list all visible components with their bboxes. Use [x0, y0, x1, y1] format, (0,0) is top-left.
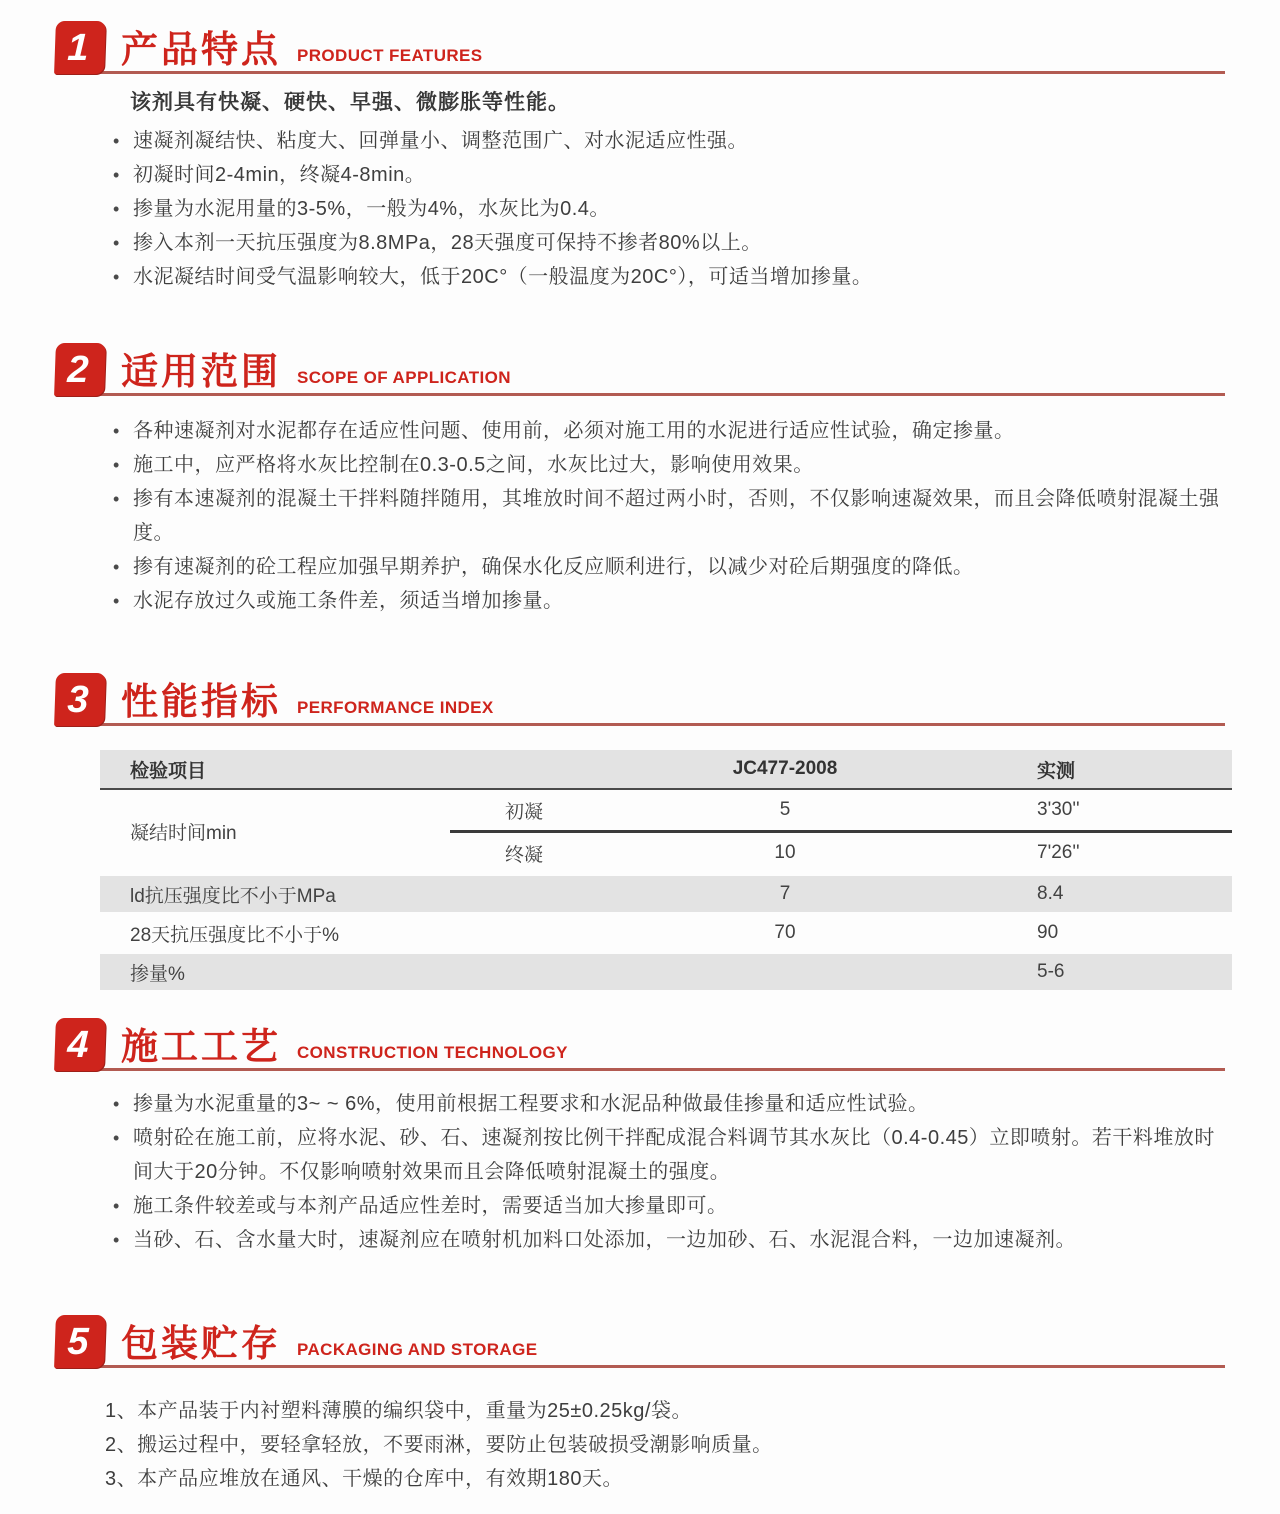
section-header-features: [55, 18, 1225, 74]
standard-value: 7: [779, 883, 791, 904]
list-item: [113, 192, 1225, 226]
bullet-icon: •: [113, 1230, 120, 1250]
section-performance: [55, 670, 1225, 990]
subrow-final: [480, 833, 1232, 873]
bullet-icon: •: [113, 421, 120, 441]
measured-value: 90: [1037, 922, 1059, 943]
section-header-scope: [55, 340, 1225, 396]
standard-value: 10: [774, 842, 796, 863]
section-title-en: SCOPE OF APPLICATION: [297, 368, 511, 387]
numbered-item: 1、本产品装于内衬塑料薄膜的编织袋中，重量为25±0.25kg/袋。: [105, 1400, 692, 1422]
list-item: [113, 1189, 1225, 1223]
bullet-icon: •: [113, 557, 120, 577]
bullet-text: 各种速凝剂对水泥都存在适应性问题、使用前，必须对施工用的水泥进行适应性试验，确定掺量。: [133, 420, 1015, 442]
list-item: [113, 1121, 1225, 1189]
bullet-text: 水泥存放过久或施工条件差，须适当增加掺量。: [133, 590, 564, 612]
list-item: [113, 550, 1225, 584]
section-number: 2: [66, 348, 90, 391]
subrow-initial: [480, 790, 1232, 830]
section-title-zh: 包装贮存: [121, 1323, 281, 1364]
construction-bullet-list: [113, 1087, 1225, 1257]
list-item: [113, 448, 1225, 482]
list-item: [113, 584, 1225, 618]
intro-text: 该剂具有快凝、硬快、早强、微膨胀等性能。: [130, 91, 570, 114]
col-header-standard: JC477-2008: [732, 758, 838, 779]
section-product-features: [55, 18, 1225, 294]
list-item: [113, 158, 1225, 192]
table-row: [100, 915, 1232, 951]
bullet-icon: •: [113, 1094, 120, 1114]
bullet-icon: •: [113, 165, 120, 185]
bullet-text: 速凝剂凝结快、粘度大、回弹量小、调整范围广、对水泥适应性强。: [133, 130, 748, 152]
section-packaging: [55, 1312, 1225, 1496]
section-title-en: PACKAGING AND STORAGE: [297, 1340, 538, 1359]
measured-value: 3'30'': [1037, 799, 1080, 820]
section-number: 3: [66, 678, 90, 721]
section-number: 5: [66, 1320, 90, 1363]
bullet-icon: •: [113, 267, 120, 287]
bullet-icon: •: [113, 233, 120, 253]
list-item: [113, 260, 1225, 294]
row-item-label: 28天抗压强度比不小于%: [130, 924, 340, 946]
section-title-zh: 产品特点: [121, 29, 281, 70]
bullet-text: 当砂、石、含水量大时，速凝剂应在喷射机加料口处添加，一边加砂、石、水泥混合料，一边加速凝剂。: [133, 1229, 1076, 1251]
section-header-packaging: [55, 1312, 1225, 1368]
col-header-measured: 实测: [1037, 760, 1076, 782]
section-header-construction: [55, 1015, 1225, 1071]
bullet-text: 掺量为水泥用量的3-5%，一般为4%，水灰比为0.4。: [133, 198, 610, 220]
list-item: [113, 1087, 1225, 1121]
sub-label: 终凝: [505, 844, 544, 866]
setting-time-subrows: [480, 790, 1232, 873]
numbered-item: 3、本产品应堆放在通风、干燥的仓库中，有效期180天。: [105, 1468, 623, 1490]
list-item: [113, 414, 1225, 448]
list-item: [113, 124, 1225, 158]
section-construction: [55, 1015, 1225, 1257]
section-number-badge: [54, 1018, 106, 1071]
col-header-item: 检验项目: [130, 760, 207, 782]
bullet-icon: •: [113, 1128, 120, 1148]
measured-value: 8.4: [1037, 883, 1064, 904]
section-header-performance: [55, 670, 1225, 726]
features-bullet-list: [113, 124, 1225, 294]
bullet-text: 掺有速凝剂的砼工程应加强早期养护，确保水化反应顺利进行，以减少对砼后期强度的降低。: [133, 556, 974, 578]
section-title-zh: 适用范围: [121, 351, 281, 392]
section-number-badge: [54, 21, 106, 74]
bullet-icon: •: [113, 1196, 120, 1216]
bullet-text: 掺量为水泥重量的3~ ~ 6%，使用前根据工程要求和水泥品种做最佳掺量和适应性试验。: [133, 1093, 929, 1115]
setting-time-label: 凝结时间min: [130, 823, 237, 844]
section-number: 4: [66, 1023, 90, 1066]
bullet-text: 初凝时间2-4min，终凝4-8min。: [133, 164, 426, 186]
packaging-list: [105, 1394, 1225, 1496]
bullet-text: 喷射砼在施工前，应将水泥、砂、石、速凝剂按比例干拌配成混合料调节其水灰比（0.4-0.45）立即喷射。若干料堆放时间大于20分钟。不仅影响喷射效果而且会降低喷射混凝土的强度。: [133, 1127, 1215, 1183]
bullet-text: 施工条件较差或与本剂产品适应性差时，需要适当加大掺量即可。: [133, 1195, 728, 1217]
section-number-badge: [54, 673, 106, 726]
list-item: [113, 1223, 1225, 1257]
table-row: [100, 954, 1232, 990]
bullet-text: 水泥凝结时间受气温影响较大，低于20C°（一般温度为20C°），可适当增加掺量。: [133, 266, 873, 288]
section-title-en: CONSTRUCTION TECHNOLOGY: [297, 1043, 568, 1062]
section-title-en: PRODUCT FEATURES: [297, 46, 483, 65]
scope-bullet-list: [113, 414, 1225, 618]
section-title-zh: 性能指标: [121, 681, 281, 722]
section-number: 1: [66, 26, 90, 69]
bullet-icon: •: [113, 199, 120, 219]
measured-value: 7'26'': [1037, 842, 1080, 863]
section-title-zh: 施工工艺: [121, 1026, 281, 1067]
setting-time-block: [100, 790, 1232, 873]
section-title-en: PERFORMANCE INDEX: [297, 698, 494, 717]
performance-table: [100, 750, 1232, 990]
standard-value: 70: [774, 922, 796, 943]
bullet-icon: •: [113, 489, 120, 509]
list-item: [113, 226, 1225, 260]
table-row: [100, 876, 1232, 912]
row-item-label: 掺量%: [130, 963, 185, 985]
bullet-text: 掺入本剂一天抗压强度为8.8MPa，28天强度可保持不掺者80%以上。: [133, 232, 762, 254]
standard-value: 5: [779, 799, 791, 820]
measured-value: 5-6: [1037, 961, 1065, 982]
table-header-row: [100, 750, 1232, 790]
section-number-badge: [54, 1315, 106, 1368]
sub-label: 初凝: [505, 801, 544, 823]
section-number-badge: [54, 343, 106, 396]
bullet-icon: •: [113, 455, 120, 475]
section-scope: [55, 340, 1225, 618]
bullet-text: 施工中，应严格将水灰比控制在0.3-0.5之间，水灰比过大，影响使用效果。: [133, 454, 814, 476]
bullet-text: 掺有本速凝剂的混凝土干拌料随拌随用，其堆放时间不超过两小时，否则，不仅影响速凝效果，而且会降低喷射混凝土强度。: [133, 488, 1220, 544]
bullet-icon: •: [113, 591, 120, 611]
list-item: [113, 482, 1225, 550]
numbered-item: 2、搬运过程中，要轻拿轻放，不要雨淋，要防止包装破损受潮影响质量。: [105, 1434, 773, 1456]
row-item-label: ld抗压强度比不小于MPa: [130, 885, 336, 907]
bullet-icon: •: [113, 131, 120, 151]
